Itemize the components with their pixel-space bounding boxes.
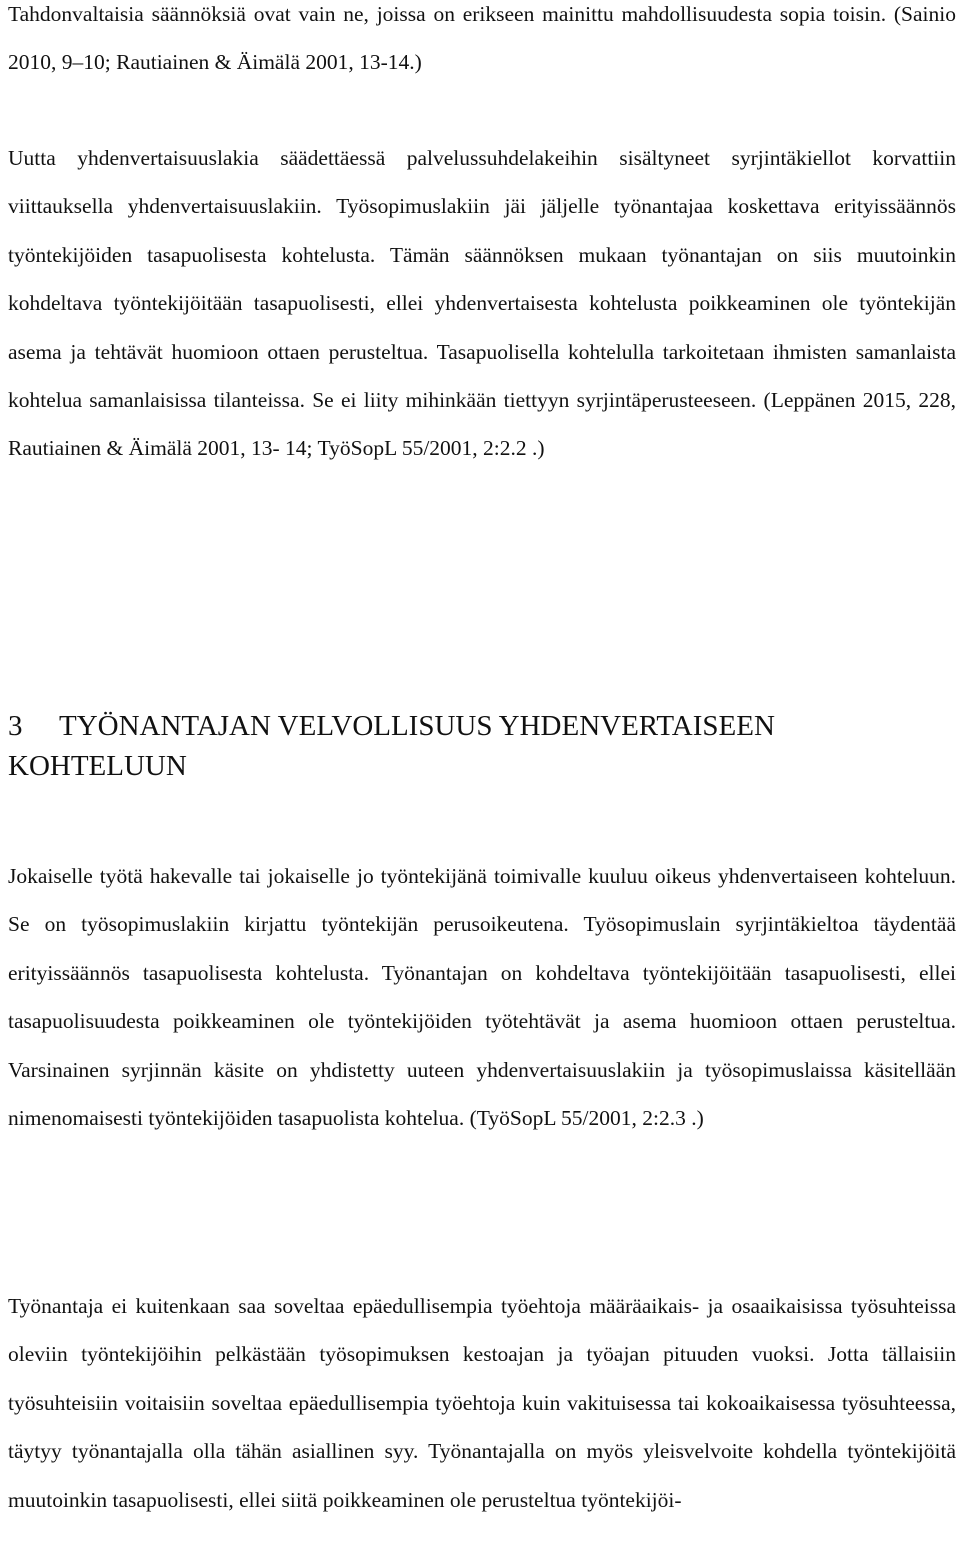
section-number: 3: [8, 710, 23, 742]
paragraph-4: Työnantaja ei kuitenkaan saa soveltaa epäedullisempia työehtoja määräaikais- ja osaaikaisissa työsuhteissa oleviin työntekijöihin pelkästään työsopimuksen kestoajan ja työajan pituuden vuoksi. Jotta tällaisiin työsuhteisiin voitaisiin soveltaa epäedullisempia työehtoja kuin vakituisessa tai kokoaikaisessa työsuhteessa, täytyy työnantajalla olla tähän asiallinen syy. Työnantajalla on myös yleisvelvoite kohdella työntekijöitä muutoinkin tasapuolisesti, ellei siitä poikkeaminen ole perusteltua työntekijöi-: [8, 1294, 956, 1512]
section-title: TYÖNANTAJAN VELVOLLISUUS YHDENVERTAISEEN KOHTELUUN: [8, 710, 775, 782]
paragraph-1: Tahdonvaltaisia säännöksiä ovat vain ne, joissa on erikseen mainittu mahdollisuudesta sopia toisin. (Sainio 2010, 9–10; Rautiainen & Äimälä 2001, 13-14.): [8, 2, 956, 75]
section-heading: [8, 706, 956, 786]
paragraph-3: Jokaiselle työtä hakevalle tai jokaiselle jo työntekijänä toimivalle kuuluu oikeus yhdenvertaiseen kohteluun. Se on työsopimuslakiin kirjattu työntekijän perusoikeutena. Työsopimuslain syrjintäkieltoa täydentää erityissäännös tasapuolisesta kohtelusta. Työnantajan on kohdeltava työntekijöitään tasapuolisesti, ellei tasapuolisuudesta poikkeaminen ole työntekijöiden työtehtävät ja asema huomioon ottaen perusteltua. Varsinainen syrjinnän käsite on yhdistetty uuteen yhdenvertaisuuslakiin ja työsopimuslaissa käsitellään nimenomaisesti työntekijöiden tasapuolista kohtelua. (TyöSopL 55/2001, 2:2.3 .): [8, 864, 956, 1131]
paragraph-2: Uutta yhdenvertaisuuslakia säädettäessä palvelussuhdelakeihin sisältyneet syrjintäkiellot korvattiin viittauksella yhdenvertaisuuslakiin. Työsopimuslakiin jäi jäljelle työnantajaa koskettava erityissäännös työntekijöiden tasapuolisesta kohtelusta. Tämän säännöksen mukaan työnantajan on siis muutoinkin kohdeltava työntekijöitään tasapuolisesti, ellei yhdenvertaisesta kohtelusta poikkeaminen ole työntekijän asema ja tehtävät huomioon ottaen perusteltua. Tasapuolisella kohtelulla tarkoitetaan ihmisten samanlaista kohtelua samanlaisissa tilanteissa. Se ei liity mihinkään tiettyyn syrjintäperusteeseen. (Leppänen 2015, 228, Rautiainen & Äimälä 2001, 13- 14; TyöSopL 55/2001, 2:2.2 .): [8, 146, 956, 461]
